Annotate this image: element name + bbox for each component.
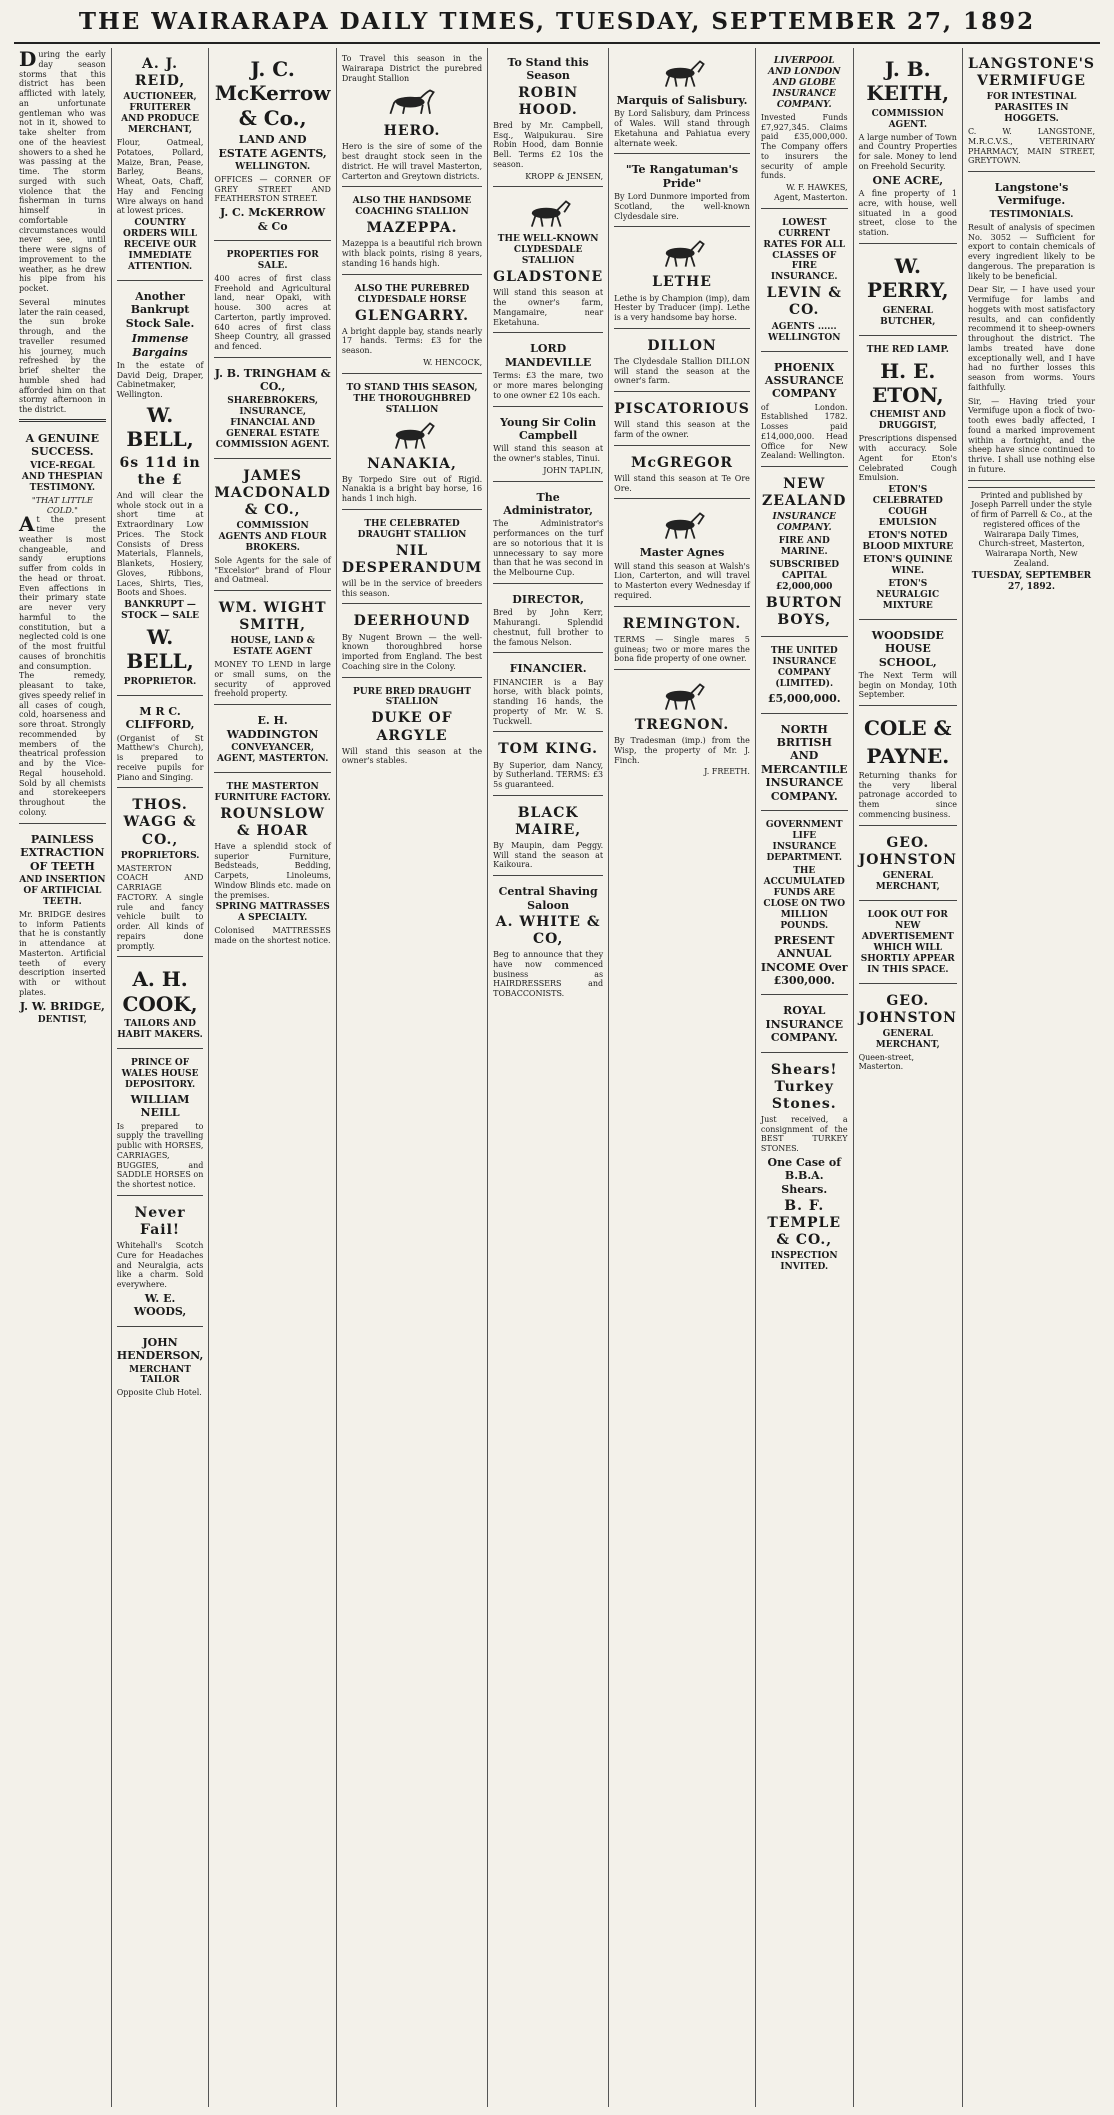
financier-ad (493, 656, 603, 732)
mazeppa-ad (342, 190, 482, 274)
administrator-ad (493, 485, 603, 584)
hero-intro: To Travel this season in the Wairarapa District the purebred Draught Stallion (341, 54, 483, 83)
nanakia-name: NANAKIA, (367, 455, 457, 472)
perry-name: W. PERRY, (866, 253, 949, 303)
glengarry-signature: W. HENCOCK, (423, 357, 483, 367)
waddington-ad (214, 708, 330, 773)
deerhound-body: By Nugent Brown — the well-known thoroughbred horse imported from England. The best Coaching sire in the Colony. (341, 632, 483, 671)
glengarry-name: GLENGARRY. (355, 307, 470, 324)
henderson-body: Opposite Club Hotel. (116, 1388, 202, 1398)
column-7 (756, 48, 854, 2107)
smith-ad (214, 594, 330, 705)
smith-body: MONEY TO LEND in large or small sums, on the security of approved freehold property. (214, 660, 331, 699)
bankrupt-title: Another Bankrupt Stock Sale. (125, 289, 195, 330)
tom-title: TOM KING. (498, 741, 599, 758)
eton-name: H. E. ETON, (872, 358, 944, 407)
blackmaire-body: By Maupin, dam Peggy. Will stand the season at Kaikoura. (493, 840, 604, 870)
success-quote: "THAT LITTLE COLD." (31, 495, 93, 516)
phoenix-body: of London. Established 1782. Losses paid £14,000,000. Head Office for New Zealand: Wellington. (760, 402, 848, 461)
neuralgic-title: ETON'S NEURALGIC MIXTURE (876, 578, 940, 611)
fail-body: Whitehall's Scotch Cure for Headaches and Neuralgia, acts like a charm. Sold everywhere. (116, 1241, 204, 1290)
johnston-ad-2 (859, 987, 957, 1078)
johnston-role-2: GENERAL MERCHANT, (875, 1028, 940, 1050)
gladstone-name: GLADSTONE (493, 269, 604, 286)
dillon-title: DILLON (647, 337, 717, 354)
nanakia-body: By Torpedo Sire out of Rigid. Nanakia is a bright bay horse, 16 hands 1 inch high. (341, 474, 483, 504)
shears-ad (761, 1056, 848, 1281)
reid-ad (117, 50, 204, 281)
shaving-title: Central Shaving Saloon (498, 885, 598, 912)
intro-story: During the early day season storms that this district has been afflicted with lately, an unfortunate gentleman who was not in it, showed to take shelter from one of the heaviest showers to a shed he was passing at the time. The storm surged with such violence that the fisherman in turns himself in comfortable circumstances would never see, until there were signs of improvement to the weather, as he drew his pipe from his pocket. (19, 47, 106, 293)
neill-name: WILLIAM NEILL (130, 1092, 190, 1120)
mckerrow-place: WELLINGTON. (235, 161, 311, 172)
colin-signature: JOHN TAPLIN, (543, 465, 604, 475)
temple-role: INSPECTION INVITED. (770, 1251, 838, 1273)
robin-name: ROBIN HOOD. (518, 84, 579, 118)
cole-body: Returning thanks for the very liberal patronage accorded to them since commencing business. (858, 770, 957, 819)
administrator-title: The Administrator, (503, 490, 593, 517)
government-title: GOVERNMENT LIFE INSURANCE DEPARTMENT. (765, 820, 843, 863)
piscatorious-ad (614, 395, 750, 446)
success-body: At the present time the weather is most changeable, and sandy eruptions suffer from colds in the head or throat. Even affections in their primary state are never very harmful to the constitution, but a neglected cold is one of the most fruitful causes of bronchitis and consumption. (19, 512, 106, 671)
glengarry-body: A bright dapple bay, stands nearly 17 hands. Terms: £3 for the season. (341, 326, 483, 356)
column-9 (963, 48, 1100, 2107)
clifford-name: M R C. CLIFFORD, (125, 704, 195, 732)
shears-body: Just received, a consignment of the BEST TURKEY STONES. (760, 1114, 848, 1154)
tringham-role: SHAREBROKERS, INSURANCE, FINANCIAL AND GENERAL ESTATE COMMISSION AGENT. (215, 395, 330, 450)
eton-body: Prescriptions dispensed with accuracy. Sole Agent for Eton's Celebrated Cough Emulsion. (858, 434, 957, 483)
gladstone-intro: THE WELL-KNOWN CLYDESDALE STALLION (497, 234, 599, 267)
painless-body: Mr. BRIDGE desires to inform Patients that he is constantly in attendance at Masterton. Artificial teeth of every description inserted with or without plates. (19, 909, 106, 997)
clifford-ad (117, 699, 204, 789)
woodside-body: The Next Term will begin on Monday, 10th September. (858, 670, 957, 700)
tregnon-signature: J. FREETH. (704, 767, 750, 777)
robin-body: Bred by Mr. Campbell, Esq., Waipukurau. Sire Robin Hood, dam Bonnie Bell. Terms £2 10s the season. (493, 120, 604, 169)
mckerrow-office: OFFICES — CORNER OF GREY STREET AND FEATHERSTON STREET. (214, 174, 331, 204)
gladstone-ad (493, 190, 603, 333)
bell-footer: BANKRUPT — STOCK — SALE (121, 600, 200, 622)
desperandum-title: THE CELEBRATED DRAUGHT STALLION (357, 518, 467, 540)
painless-ad (19, 827, 106, 1033)
column-3 (209, 48, 336, 2107)
tregnon-title: TREGNON. (634, 717, 730, 734)
keith-body: A large number of Town and Country Properties for sale. Money to lend on Freehold Security. (858, 132, 957, 171)
bell-name: W. BELL, (126, 402, 194, 452)
blackmaire-title: BLACK MAIRE, (515, 804, 582, 838)
bell-role: PROPRIETOR. (123, 676, 197, 687)
desperandum-ad (342, 513, 482, 605)
tringham-ad (214, 361, 330, 459)
bell-price: 6s 11d in the £ (119, 454, 201, 488)
tom-ad (493, 735, 603, 795)
nanakia-intro: TO STAND THIS SEASON, THE THOROUGHBRED STALLION (346, 382, 478, 415)
deerhound-ad (342, 607, 482, 677)
footer-text: Printed and published by Joseph Parrell under the style of firm of Parrell & Co., at the registered offices of the Wairarapa Daily Times, Church-street, Masterton, Wairarapa North, New Zealand. (970, 490, 1093, 568)
quinine-title: ETON'S QUININE WINE. (863, 554, 953, 576)
robin-signature: KROPP & JENSEN, (525, 171, 604, 181)
mckerrow-name-2: J. C. McKERROW & Co (220, 206, 326, 233)
hero-ad (342, 50, 482, 187)
liverpool-signature: W. F. HAWKES, Agent, Masterton. (773, 183, 848, 202)
nz-ad (761, 470, 848, 637)
bell-body: And will clear the whole stock out in a short time at Extraordinary Low Prices. The Stock Consists of Dress Materials, Flannels, Blankets, Hosiery, Gloves, Ribbons, Laces, Shirts, Ties, Boots and Shoes. (116, 490, 204, 598)
mandeville-title: LORD MANDEVILLE (505, 342, 592, 369)
johnston-ad (859, 829, 957, 901)
master-title: Master Agnes (639, 546, 725, 560)
macdonald-name: JAMES MACDONALD & CO., (214, 467, 331, 518)
mckerrow-ad (214, 50, 330, 241)
neill-ad (117, 1052, 204, 1196)
roundslow-body: Have a splendid stock of superior Furniture, Bedsteads, Bedding, Carpets, Linoleums, Window Blinds etc. made on the premises. (214, 841, 331, 900)
mandeville-ad (493, 336, 603, 406)
master-body: Will stand this season at Walsh's Lion, Carterton, and will travel to Masterton every Wednesday if required. (614, 561, 750, 600)
director-ad (493, 587, 603, 653)
underwriters-ad (761, 640, 848, 713)
nz-title: NEW ZEALAND (762, 476, 847, 510)
column-2 (112, 48, 210, 2107)
cole-ad (859, 709, 957, 826)
mazeppa-intro: ALSO THE HANDSOME COACHING STALLION (352, 196, 472, 218)
phoenix-ad (761, 355, 848, 468)
testimonials-extra: Dear Sir, — I have used your Vermifuge for lambs and hoggets with most satisfactory results, and can confidently recommend it to sheep-owners throughout the district. The lambs treated have done exceptionally well, and I have had no further losses this season from worms. Yours faithfully. (967, 285, 1096, 392)
johnston-name: GEO. JOHNSTON (858, 834, 957, 868)
langstone-ad (968, 50, 1095, 172)
levin-role: AGENTS ...... WELLINGTON (767, 321, 841, 343)
cook-name: A. H. COOK, (122, 967, 198, 1016)
clifford-body: (Organist of St Matthew's Church), is prepared to receive pupils for Piano and Singing. (116, 733, 204, 782)
piscatorious-body: Will stand this season at the farm of the owner. (614, 420, 750, 439)
woods-name: W. E. WOODS, (133, 1291, 187, 1319)
salisbury-ad (614, 50, 750, 154)
masthead-title: THE WAIRARAPA DAILY TIMES, TUESDAY, SEPTEMBER 27, 1892 (78, 8, 1036, 35)
johnston-name-2: GEO. JOHNSTON (858, 992, 957, 1026)
wagg-name: THOS. WAGG & CO., (123, 797, 197, 848)
liverpool-body: Invested Funds £7,927,345. Claims paid £35,000,000. The Company offers to insurers the security of ample funds. (760, 112, 848, 181)
eton-ad (859, 339, 957, 620)
master-ad (614, 502, 750, 606)
emulsion-title: ETON'S CELEBRATED COUGH EMULSION (872, 485, 943, 528)
reid-name: A. J. REID, (134, 56, 186, 90)
testimonials-subtitle: TESTIMONIALS. (989, 209, 1074, 220)
tregnon-ad (614, 673, 750, 782)
robin-title: To Stand this Season (507, 56, 589, 83)
nz-kind: FIRE AND MARINE. (778, 536, 830, 558)
roundslow-ad (214, 776, 330, 951)
perry-ad (859, 247, 957, 336)
mcgregor-body: Will stand this season at Te Ore Ore. (614, 473, 750, 493)
salisbury-body: By Lord Salisbury, dam Princess of Wales. Will stand through Eketahuna and Pahiatua every alternate week. (614, 109, 750, 148)
dunblane-name: DUKE OF ARGYLE (371, 710, 453, 744)
remington-title: REMINGTON. (622, 615, 742, 632)
remington-ad (614, 610, 750, 670)
piscatorious-title: PISCATORIOUS (614, 401, 750, 418)
income-text: PRESENT ANNUAL INCOME Over £300,000. (760, 933, 848, 987)
langstone-body: C. W. LANGSTONE, M.R.C.V.S., VETERINARY PHARMACY, MAIN STREET, GREYTOWN. (967, 127, 1096, 166)
bba-title: One Case of B.B.A. Shears. (767, 1155, 841, 1196)
blackmaire-ad (493, 799, 603, 876)
column-8 (854, 48, 963, 2107)
colin-ad (493, 410, 603, 482)
phoenix-title: PHOENIX ASSURANCE COMPANY (764, 360, 844, 401)
gladstone-body: Will stand this season at the owner's farm, Mangamaire, near Eketahuna. (493, 288, 604, 327)
dunblane-body: Will stand this season at the owner's stables. (341, 746, 483, 766)
dillon-ad (614, 332, 750, 392)
mazeppa-body: Mazeppa is a beautiful rich brown with black points, rising 8 years, standing 16 hands high. (341, 239, 483, 268)
funds-text: THE ACCUMULATED FUNDS ARE CLOSE ON TWO MILLION POUNDS. (763, 865, 846, 931)
mcgregor-title: McGREGOR (630, 454, 734, 471)
waddington-role: CONVEYANCER, AGENT, MASTERTON. (216, 742, 329, 764)
tringham-name: J. B. TRINGHAM & CO., (214, 366, 331, 394)
perry-role: GENERAL BUTCHER, (880, 305, 936, 327)
bankrupt-subtitle: Immense Bargains (131, 332, 189, 359)
filler-text: Several minutes later the rain ceased, the sun broke through, and the traveller resumed his journey, much refreshed by the brief shelter the humble shed had afforded him on that stormy afternoon in the district. (19, 297, 106, 414)
royal-title: ROYAL INSURANCE COMPANY. (765, 1004, 844, 1045)
eton-role: CHEMIST AND DRUGGIST, (869, 410, 946, 432)
levin-title: LOWEST CURRENT RATES FOR ALL CLASSES OF FIRE INSURANCE. (763, 217, 846, 283)
wagg-body: MASTERTON COACH AND CARRIAGE FACTORY. A single rule and fancy vehicle built to order. All kinds of repairs done promptly. (116, 863, 204, 951)
fail-title: Never Fail! (134, 1204, 186, 1239)
neill-body: Is prepared to supply the travelling public with HORSES, CARRIAGES, BUGGIES, and SADDLE HORSES on the shortest notice. (116, 1121, 204, 1190)
hero-name: HERO. (383, 123, 441, 140)
henderson-ad (117, 1330, 204, 1404)
mazeppa-name: MAZEPPA. (366, 220, 458, 237)
reid-line: AUCTIONEER, FRUITERER AND PRODUCE MERCHANT, (121, 92, 200, 136)
robin-ad (493, 50, 603, 187)
horse-icon (655, 680, 709, 714)
salisbury-title: Marquis of Salisbury. (616, 94, 748, 107)
hero-body: Hero is the sire of some of the best draught stock seen in the district. He will travel Masterton, Carterton and Greytown districts. (341, 142, 483, 181)
tregnon-body: By Tradesman (imp.) from the Wisp, the property of Mr. J. Finch. (614, 736, 750, 765)
painless-title: PAINLESS EXTRACTION OF TEETH (20, 832, 105, 873)
waddington-name: E. H. WADDINGTON (226, 714, 319, 741)
lethe-ad (614, 230, 750, 328)
glengarry-ad (342, 278, 482, 374)
column-5 (488, 48, 609, 2107)
horse-icon (385, 419, 439, 453)
macdonald-body: Sole Agents for the sale of "Excelsior" brand of Flour and Oatmeal. (214, 555, 331, 585)
bankrupt-body: In the estate of David Deig, Draper, Cabinetmaker, Wellington. (116, 360, 204, 400)
remington-body: TERMS — Single mares 5 guineas; two or more mares the bona fide property of one owner. (614, 634, 750, 664)
pride-title: "Te Rangatuman's Pride" (625, 163, 739, 190)
acre-title: ONE ACRE, (872, 173, 944, 187)
keith-role: COMMISSION AGENT. (871, 108, 944, 130)
deerhound-title: DEERHOUND (353, 613, 471, 630)
colin-body: Will stand this season at the owner's stables, Tinui. (493, 444, 604, 464)
underwriters-title: THE UNITED INSURANCE COMPANY (LIMITED). (770, 646, 838, 690)
roundslow-name: ROUNSLOW & HOAR (220, 805, 325, 839)
macdonald-role: COMMISSION AGENTS AND FLOUR BROKERS. (218, 520, 327, 553)
footer-date: TUESDAY, SEPTEMBER 27, 1892. (971, 570, 1092, 592)
colin-title: Young Sir Colin Campbell (500, 415, 597, 442)
masthead (14, 8, 1100, 44)
reid-body: Flour, Oatmeal, Potatoes, Pollard, Maize, Bran, Pease, Barley, Beans, Wheat, Oats, Chaff, Hay and Fencing Wire always on hand at lowest prices. (116, 138, 204, 216)
woodside-ad (859, 623, 957, 706)
fail-ad (117, 1199, 204, 1327)
levin-ad (761, 212, 848, 352)
spring-body: Colonised MATTRESSES made on the shortest notice. (214, 926, 331, 946)
cole-name: COLE & (863, 716, 952, 741)
mcgregor-ad (614, 449, 750, 500)
wagg-ad (117, 791, 204, 957)
keith-name: J. B. KEITH, (866, 57, 950, 106)
horse-icon (655, 509, 709, 543)
printer-footer (968, 487, 1095, 593)
property-title: PROPERTIES FOR SALE. (226, 250, 319, 271)
cole-name-2: PAYNE. (866, 743, 950, 768)
woodside-title: WOODSIDE HOUSE SCHOOL, (871, 628, 944, 669)
success-subtitle: VICE-REGAL AND THESPIAN TESTIMONY. (21, 460, 103, 493)
desperandum-name: NIL DESPERANDUM (341, 542, 483, 576)
dunblane-title: PURE BRED DRAUGHT STALLION (353, 686, 471, 708)
johnston-role: GENERAL MERCHANT, (875, 870, 940, 892)
temple-name: B. F. TEMPLE & CO., (767, 1198, 842, 1249)
macdonald-ad (214, 462, 330, 591)
acre-body: A fine property of 1 acre, with house, well situated in a good street, close to the station. (858, 189, 957, 238)
dentist-name: J. W. BRIDGE, (19, 999, 105, 1013)
prince-title: PRINCE OF WALES HOUSE DEPOSITORY. (121, 1058, 199, 1090)
mandeville-body: Terms: £3 the mare, two or more mares belonging to one owner £2 10s each. (493, 371, 604, 400)
liverpool-title: LIVERPOOL AND LONDON AND GLOBE INSURANCE COMPANY. (768, 56, 841, 110)
levin-name: LEVIN & CO. (766, 285, 842, 319)
testimonials-extra-2: Sir, — Having tried your Vermifuge upon a flock of two-tooth ewes badly affected, I found a marked improvement within a fortnight, and the sheep have since continued to thrive. I shall use nothing else in future. (967, 396, 1096, 474)
financier-body: FINANCIER is a Bay horse, with black points, standing 16 hands, the property of Mr. W. S. Tuckwell. (493, 677, 604, 726)
wagg-role: PROPRIETORS. (120, 850, 200, 861)
glengarry-intro: ALSO THE PUREBRED CLYDESDALE HORSE (354, 283, 470, 305)
dentist-role: DENTIST, (37, 1015, 87, 1025)
nz-capital: SUBSCRIBED CAPITAL £2,000,000 (769, 560, 840, 593)
property-ad (214, 244, 330, 358)
mckerrow-name: J. C. McKerrow & Co., (214, 57, 331, 130)
northbritish-ad (761, 717, 848, 811)
advert-title: LOOK OUT FOR NEW ADVERTISEMENT WHICH WILL SHORTLY APPEAR IN THIS SPACE. (860, 909, 955, 975)
lethe-title: LETHE (652, 274, 712, 291)
underwriters-capital: £5,000,000. (767, 692, 841, 706)
johnston-place: Queen-street, Masterton. (858, 1052, 914, 1072)
success-ad (19, 426, 106, 824)
smith-name: WM. WIGHT SMITH, (218, 600, 327, 634)
reid-note: COUNTRY ORDERS WILL RECEIVE OUR IMMEDIATE ATTENTION. (123, 218, 198, 272)
shaving-ad (493, 879, 603, 1004)
pride-ad (614, 157, 750, 227)
columns (14, 48, 1100, 2107)
langstone-subtitle: FOR INTESTINAL PARASITES IN HOGGETS. (986, 92, 1077, 125)
column-6 (609, 48, 756, 2107)
column-4 (337, 48, 488, 2107)
dunblane-ad (342, 681, 482, 772)
director-title: DIRECTOR, (512, 592, 584, 606)
testimonials-title: Langstone's Vermifuge. (994, 181, 1069, 208)
nz-subtitle: INSURANCE COMPANY. (772, 512, 836, 534)
langstone-title: LANGSTONE'S VERMIFUGE (967, 56, 1096, 90)
success-body-2: The remedy, pleasant to take, gives speedy relief in all cases of cough, cold, hoarseness and sore throat. Strongly recommended by members of the theatrical profession and by the Vice-Regal household. Sold by all chemists and storekeepers throughout the colony. (19, 671, 106, 817)
lethe-body: Lethe is by Champion (imp), dam Hester by Traducer (imp). Lethe is a very handsome bay horse. (614, 293, 750, 323)
burton-name: BURTON BOYS, (765, 595, 843, 629)
blood-title: ETON'S NOTED BLOOD MIXTURE (862, 530, 954, 552)
mckerrow-role: LAND AND ESTATE AGENTS, (218, 133, 327, 160)
cook-role: TAILORS AND HABIT MAKERS. (117, 1019, 203, 1041)
henderson-name: JOHN HENDERSON, (116, 1335, 204, 1363)
nanakia-ad (342, 377, 482, 510)
shaving-name: A. WHITE & CO, (495, 914, 601, 948)
shaving-body: Beg to announce that they have now commenced business as HAIRDRESSERS and TOBACCONISTS. (493, 950, 604, 999)
success-title: A GENUINE SUCCESS. (25, 431, 100, 459)
henderson-role: MERCHANT TAILOR (129, 1364, 191, 1386)
spring-title: SPRING MATTRASSES A SPECIALTY. (215, 902, 330, 924)
roundslow-title: THE MASTERTON FURNITURE FACTORY. (214, 781, 331, 803)
northbritish-title: NORTH BRITISH AND MERCANTILE INSURANCE COMPANY. (760, 722, 848, 803)
pride-body: By Lord Dunmore imported from Scotland, the well-known Clydesdale sire. (614, 192, 750, 221)
government-ad (761, 814, 848, 995)
bell-name-2: W. BELL, (126, 625, 194, 674)
testimonials-body: Result of analysis of specimen No. 3052 — Sufficient for export to contain chemicals of every ingredient likely to be dangerous. The preparation is likely to be beneficial. (967, 222, 1096, 281)
testimonials-ad (968, 175, 1095, 481)
horse-icon (655, 237, 709, 271)
horse-icon (385, 86, 439, 120)
painless-subtitle: AND INSERTION OF ARTIFICIAL TEETH. (19, 874, 106, 907)
liverpool-ad (761, 50, 848, 209)
horse-icon (655, 57, 709, 91)
property-body: 400 acres of first class Freehold and Agricultural land, near Opaki, with house. 300 acres at Carterton, partly improved. 640 acres of first class Sheep Country, all grassed and fenced. (214, 273, 331, 352)
tom-body: By Superior, dam Nancy, by Sutherland. TERMS: £3 5s guaranteed. (493, 760, 604, 790)
desperandum-body: will be in the service of breeders this season. (341, 578, 483, 598)
column-1 (14, 48, 112, 2107)
financier-title: FINANCIER. (509, 662, 587, 676)
smith-role: HOUSE, LAND & ESTATE AGENT (230, 636, 315, 658)
keith-ad (859, 50, 957, 244)
shears-title: Shears! Turkey Stones. (770, 1061, 838, 1112)
director-body: Bred by John Kerr, Mahurangi. Splendid chestnut, full brother to the famous Nelson. (493, 608, 604, 647)
advert-placeholder (859, 904, 957, 984)
bankrupt-ad (117, 284, 204, 696)
administrator-body: The Administrator's performances on the turf are so notorious that it is unnecessary to say more than that he was second in the Melbourne Cup. (493, 519, 604, 578)
royal-ad (761, 998, 848, 1052)
dillon-body: The Clydesdale Stallion DILLON will stand the season at the owner's farm. (614, 356, 750, 386)
horse-icon (521, 197, 575, 231)
cook-ad (117, 960, 204, 1049)
redlamp-title: THE RED LAMP. (866, 344, 949, 355)
